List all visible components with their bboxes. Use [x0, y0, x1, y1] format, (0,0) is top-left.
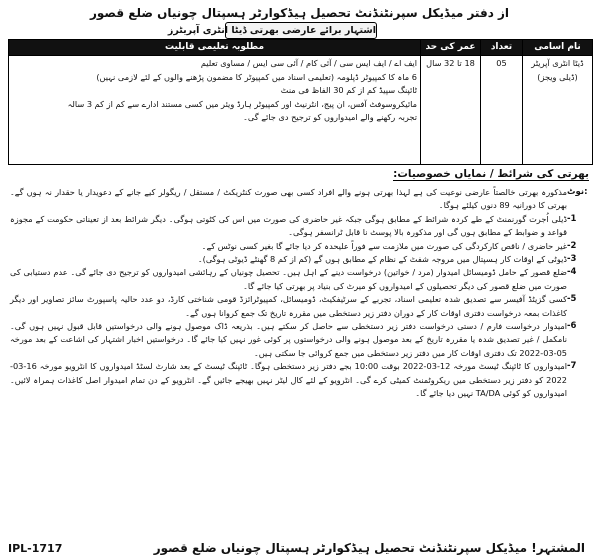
condition-number: -6 [567, 321, 577, 332]
list-item [10, 266, 589, 293]
condition-text: مذکورہ بھرتی خالصتاً عارضی نوعیت کی ہے لہذا بھرتی ہونے والے افراد کسی بھی صورت کنٹریکٹ / مستقل / ریگولر کیے جانے کے دعویدار یا حقدار نہ ہوں گے۔ بھرتی کا دورانیہ 89 دنوں کیلئے ہوگا۔ [10, 187, 567, 211]
qualification-line: ٹائپنگ سپیڈ کم از کم 30 الفاظ فی منٹ [280, 85, 417, 95]
condition-text: ڈیوٹی کے اوقات کار ہسپتال میں مروجہ شفٹ کے نظام کے مطابق ہوں گے (کم از کم 8 گھنٹے ڈیوٹی ہوگی)۔ [197, 254, 567, 265]
condition-number: -4 [567, 267, 577, 278]
qualification-line: 6 ماہ کا کمپیوٹر ڈپلومہ (تعلیمی اسناد میں کمپیوٹر کا مضمون پڑھنے والوں کے لئے لازمی نہیں) [96, 71, 417, 82]
condition-number: -2 [567, 240, 577, 251]
qualification-line: تجربہ رکھنے والے امیدواروں کو ترجیح دی جائے گی۔ [243, 112, 417, 122]
condition-number: -3 [567, 254, 577, 265]
table-row [9, 56, 593, 165]
conditions-title: بھرتی کی شرائط / نمایاں خصوصیات: [393, 168, 589, 180]
post-header: نام اسامی [523, 40, 593, 56]
advertiser-line: المشتہر! میڈیکل سپرنٹنڈنٹ تحصیل ہیڈکوارٹر ہسپتال چونیاں ضلع قصور [153, 541, 585, 555]
conditions-list [10, 186, 589, 521]
qualifications-cell [9, 56, 421, 165]
jobs-table [8, 39, 593, 165]
condition-number: -5 [567, 294, 577, 305]
age-cell: 18 تا 32 سال [421, 56, 481, 165]
post-cell: ڈیٹا انٹری آپریٹر (ڈیلی ویجز) [523, 56, 593, 165]
list-item [10, 320, 589, 360]
ipl-code: IPL-1717 [8, 542, 63, 555]
condition-text: غیر حاضری / ناقص کارکردگی کی صورت میں ملازمت سے فوراً علیحدہ کر دیا جائے گا بغیر کسی نوٹس کے۔ [201, 240, 567, 251]
list-item [10, 293, 589, 320]
office-header: از دفتر میڈیکل سپرنٹنڈنٹ تحصیل ہیڈکوارٹر ہسپتال چونیاں ضلع قصور [89, 6, 510, 20]
condition-number: -7 [567, 361, 577, 372]
condition-text: ضلع قصور کے حامل ڈومیسائل امیدوار (مرد / خواتین) درخواست دینے کے اہل ہیں۔ تحصیل چونیاں کے رہائشی امیدواروں کو ترجیح دی جائے گی۔ عدم دستیابی کی صورت میں ضلع قصور کی دیگر تحصیلوں کے امیدواروں کو میرٹ کی بنیاد پر بھرتی کیا جائے گا۔ [10, 267, 567, 291]
condition-text: امیدواروں کا ٹائپنگ ٹیسٹ مورخہ 12-03-2022 بوقت 10:00 بجے دفتر زیر دستخطی ہوگا۔ ٹائپنگ ٹیسٹ کے بعد شارٹ لسٹڈ امیدواروں کا انٹرویو مورخہ 16-03-2022 کو دفتر زیر دستخطی میں ریکروٹمنٹ کمیٹی کرے گی۔ انٹرویو کے لئے کال لیٹر نہیں بھیجے جائیں گے۔ انٹرویو کے دن تمام امیدوار اصل کاغذات ہمراہ لائیں۔ امیدواروں کو کوئی TA/DA نہیں دیا جائے گا۔ [10, 361, 568, 399]
condition-text: کسی گزیٹڈ آفیسر سے تصدیق شدہ تعلیمی اسناد، تجربے کے سرٹیفکیٹ، ڈومیسائل، کمپیوٹرائزڈ قومی شناختی کارڈ، دو عدد حالیہ پاسپورٹ سائز تصاویر اور دیگر کاغذات بمعہ درخواست دفتری اوقات کار کے دوران دفتر زیر دستخطی میں مقررہ تاریخ تک جمع کروانا ہوں گے۔ [10, 294, 567, 318]
age-header: عمر کی حد [421, 40, 481, 56]
jobs-table-header-row [9, 40, 593, 56]
footer [0, 538, 599, 559]
list-item [10, 253, 589, 266]
condition-number: -1 [567, 213, 577, 224]
count-header: تعداد [481, 40, 523, 56]
qualifications-header: مطلوبہ تعلیمی قابلیت [9, 40, 421, 56]
condition-text: ڈیلی اُجرت گورنمنٹ کے طے کردہ شرائط کے مطابق ہوگی جبکہ غیر حاضری کی صورت میں اس کی کٹوتی ہوگی۔ دیگر شرائط بعد از تعیناتی حکومت کے مجوزہ قواعد و ضوابط کے مطابق ہوں گی اور مذکورہ بالا پوسٹ نا قابل ٹرانسفر ہوگی۔ [10, 213, 567, 238]
condition-text: امیدوار درخواست فارم / دستی درخواست دفتر زیر دستخطی سے حاصل کر سکتے ہیں۔ بذریعہ ڈاک موصول ہونے والی درخواستیں قابل قبول نہیں ہوں گی۔ نامکمل / غیر تصدیق شدہ یا مقررہ تاریخ کے بعد موصول ہونے والی درخواستوں پر کوئی غور نہیں کیا جائے گا۔ درخواستیں اخبار اشتہار کی اشاعت کے بعد مورخہ 05-03-2022 تک دفتری اوقات کار میں دفتر زیر دستخطی میں جمع کروائی جا سکتی ہیں۔ [10, 321, 567, 358]
advertisement-banner: اشتہار برائے عارضی بھرتی ڈیٹا انٹری آپریٹرز [225, 22, 377, 39]
list-item [10, 186, 589, 213]
condition-number: نوٹ: [567, 187, 588, 197]
list-item [10, 240, 589, 253]
qualification-line: مائیکروسوفٹ آفس، ان پیج، انٹرنیٹ اور کمپیوٹر ہارڈ ویئر میں کسی مستند ادارے سے کم از کم 3 سالہ [67, 98, 417, 109]
qualification-line: ایف اے / ایف ایس سی / آئی کام / آئی سی ایس / مساوی تعلیم [200, 58, 417, 68]
list-item [10, 213, 589, 240]
count-cell: 05 [481, 56, 523, 165]
list-item [10, 360, 589, 400]
